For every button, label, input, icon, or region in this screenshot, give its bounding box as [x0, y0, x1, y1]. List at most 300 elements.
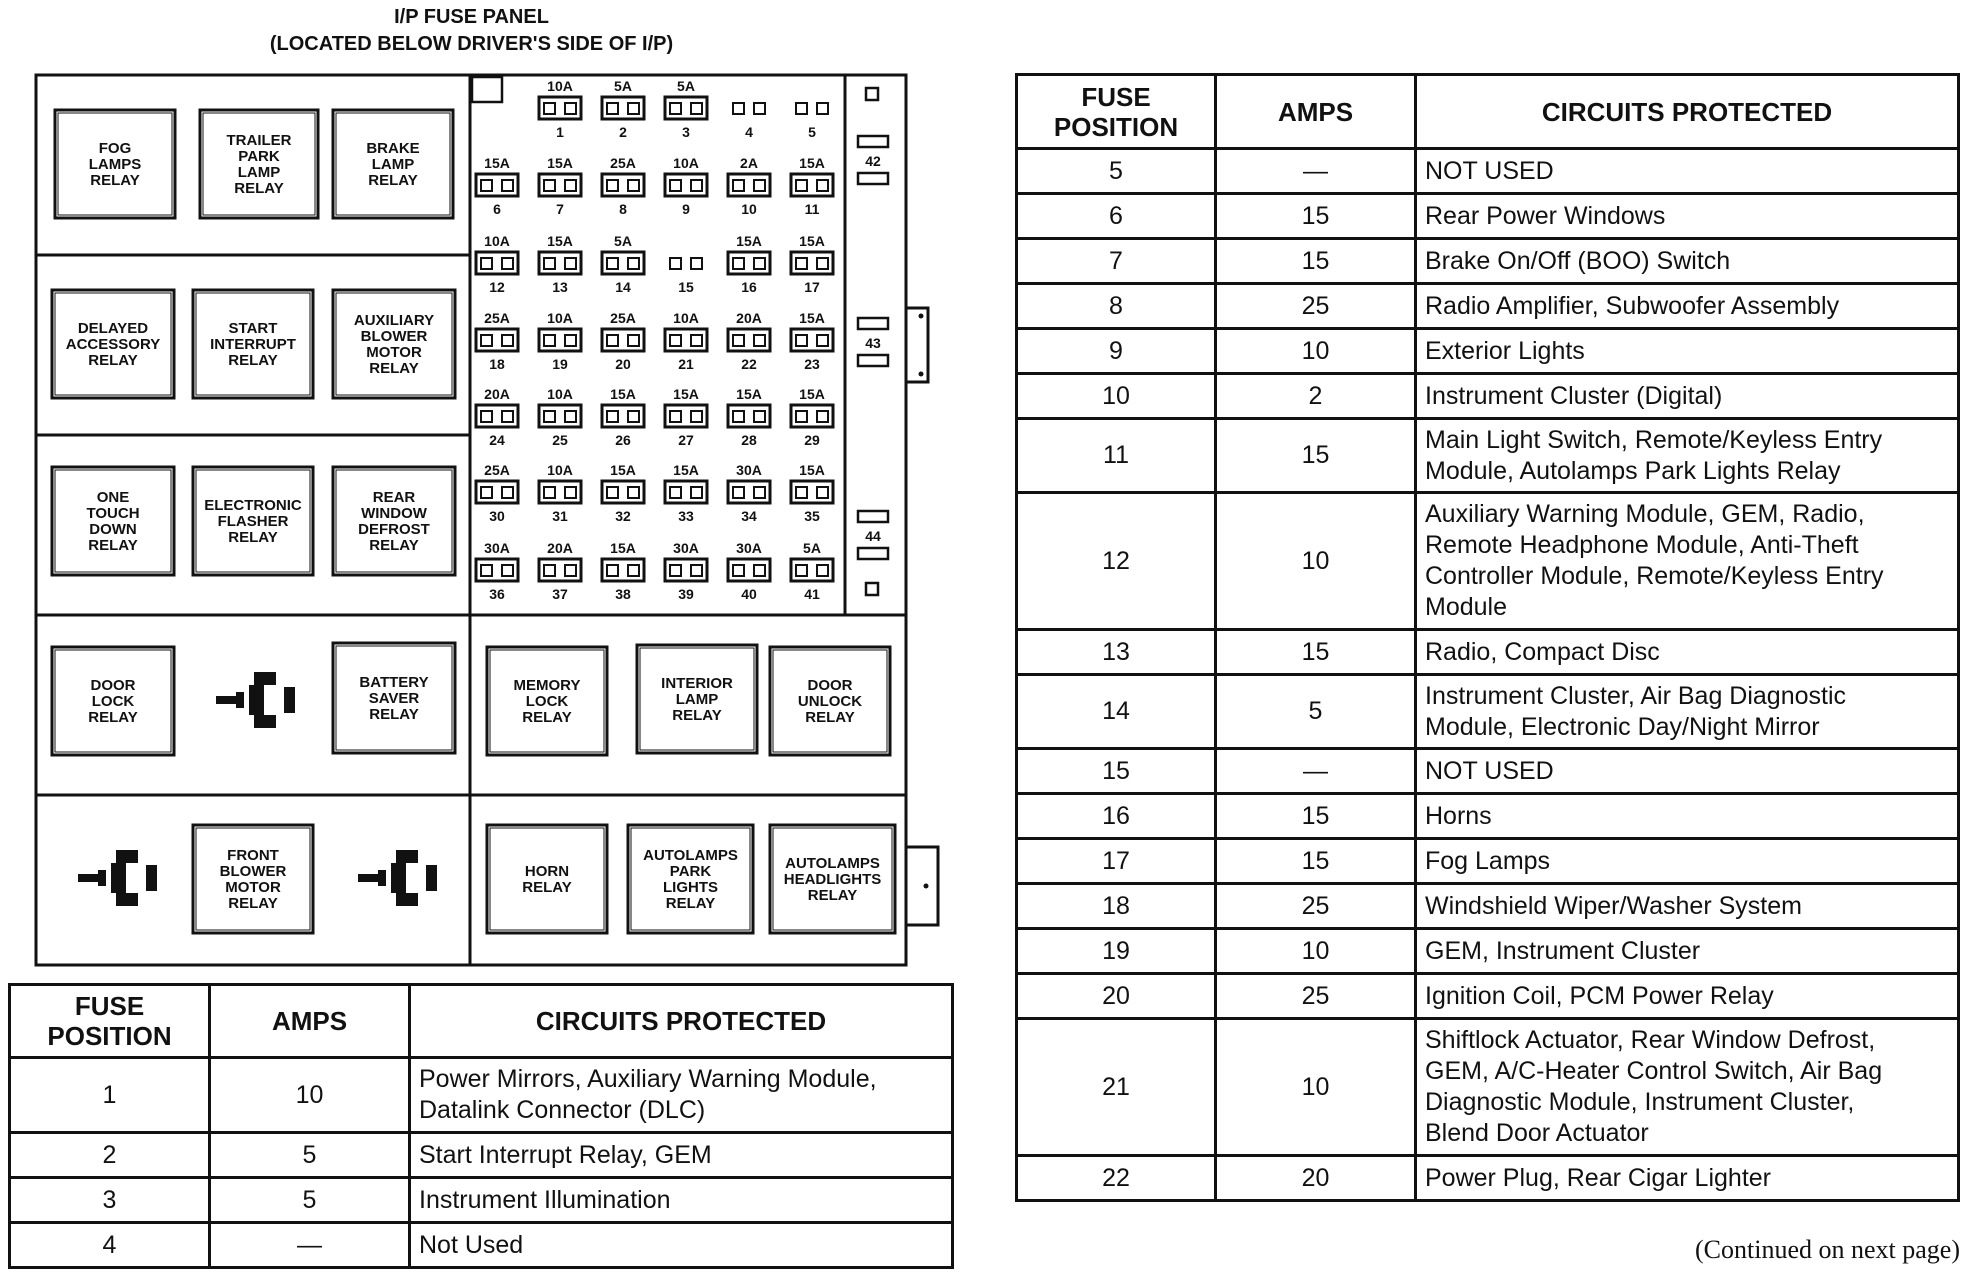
- fuse-43: [858, 318, 888, 366]
- fuse-terminal: [691, 335, 702, 346]
- fuse-amp-label: 15A: [610, 462, 636, 478]
- amps-cell: 25: [1216, 884, 1416, 929]
- table-row: [1017, 194, 1959, 239]
- fuse-amp-label: 25A: [484, 310, 510, 326]
- fuse-35: [791, 462, 833, 524]
- diode-part: [78, 874, 98, 882]
- amps-cell: 15: [1216, 839, 1416, 884]
- relay-label-line: BLOWER: [219, 863, 287, 880]
- diode-symbol: [78, 850, 157, 906]
- diode-part: [254, 715, 276, 728]
- header-fuse-position: [1017, 75, 1216, 149]
- circuit-line: Ignition Coil, PCM Power Relay: [1425, 981, 1774, 1010]
- fuse-terminal: [481, 258, 492, 269]
- relay-label-line: AUXILIARY: [353, 312, 435, 329]
- battery-saver-relay: [333, 643, 455, 753]
- table-row: [1017, 239, 1959, 284]
- fuse-15: [670, 258, 702, 295]
- table-row: [1017, 839, 1959, 884]
- fuse-22: [728, 310, 770, 372]
- connector-tab: [906, 308, 928, 382]
- relay-label-line: LAMP: [675, 691, 719, 708]
- amps-cell: 5: [210, 1133, 410, 1178]
- fuse-panel-diagram: [0, 0, 960, 975]
- fuse-position-cell: 7: [1017, 239, 1216, 284]
- relay-label-line: LAMP: [237, 164, 281, 181]
- relay-label-line: RELAY: [369, 360, 419, 377]
- fuse-position-cell: 16: [1017, 794, 1216, 839]
- one-touch-down-relay: [52, 467, 174, 575]
- fuse-30: [476, 462, 518, 524]
- fuse-42: [858, 136, 888, 184]
- table-header-row: [10, 985, 953, 1058]
- fuse-amp-label: 5A: [803, 540, 821, 556]
- header-circuits-protected: CIRCUITS PROTECTED: [410, 985, 953, 1058]
- side-fuse-terminal: [858, 548, 888, 559]
- amps-cell: 5: [210, 1178, 410, 1223]
- fuse-amp-label: 15A: [673, 386, 699, 402]
- fuse-amp-label: 15A: [736, 386, 762, 402]
- fuse-number: 2: [619, 124, 627, 140]
- fuse-amp-label: 30A: [673, 540, 699, 556]
- circuit-line: Rear Power Windows: [1425, 201, 1666, 230]
- fuse-terminal-empty: [796, 103, 807, 114]
- fuse-7: [539, 155, 581, 217]
- fuse-amp-label: 20A: [547, 540, 573, 556]
- fuse-29: [791, 386, 833, 448]
- fuse-terminal: [796, 565, 807, 576]
- delayed-accessory-relay: [52, 290, 174, 398]
- fuse-40: [728, 540, 770, 602]
- fuse-terminal: [691, 180, 702, 191]
- fuse-terminal: [481, 335, 492, 346]
- fuse-number: 6: [493, 201, 501, 217]
- circuit-line: Blend Door Actuator: [1425, 1119, 1649, 1147]
- fuse-amp-label: 15A: [799, 462, 825, 478]
- fuse-amp-label: 15A: [610, 540, 636, 556]
- fuse-terminal: [544, 565, 555, 576]
- relay-label-line: PARK: [669, 863, 712, 880]
- fuse-terminal: [754, 335, 765, 346]
- diode-part: [116, 893, 138, 906]
- connector-pin: [919, 372, 924, 377]
- horn-relay: [487, 825, 607, 933]
- circuit-line: Not Used: [419, 1230, 524, 1259]
- fuse-terminal-empty: [670, 258, 681, 269]
- fuse-position-cell: 19: [1017, 929, 1216, 974]
- fuse-terminal: [796, 335, 807, 346]
- circuit-line: Module: [1425, 593, 1507, 621]
- fuse-terminal: [607, 411, 618, 422]
- circuits-cell: [1416, 1019, 1959, 1156]
- fuse-number: 5: [808, 124, 816, 140]
- fuse-terminal: [670, 180, 681, 191]
- fuse-23: [791, 310, 833, 372]
- amps-cell: 15: [1216, 630, 1416, 675]
- relay-label-line: MEMORY: [513, 677, 581, 694]
- table-row: [1017, 493, 1959, 630]
- circuit-line: NOT USED: [1425, 156, 1554, 185]
- circuit-line: NOT USED: [1425, 756, 1554, 785]
- fuse-terminal: [565, 565, 576, 576]
- fuse-number: 33: [678, 508, 694, 524]
- relay-label-line: FOG: [98, 140, 132, 157]
- fuse-number: 23: [804, 356, 820, 372]
- fuse-terminal: [691, 565, 702, 576]
- relay-label-line: INTERRUPT: [210, 336, 296, 353]
- fuse-terminal: [544, 103, 555, 114]
- diode-part: [249, 685, 264, 715]
- fuse-table-right: [1015, 73, 1960, 1202]
- table-row: [10, 1178, 953, 1223]
- circuit-line: Brake On/Off (BOO) Switch: [1425, 246, 1731, 275]
- fuse-terminal: [670, 103, 681, 114]
- fuse-terminal: [817, 258, 828, 269]
- fuse-amp-label: 25A: [484, 462, 510, 478]
- relay-label-line: RELAY: [369, 706, 419, 723]
- fuse-terminal: [817, 335, 828, 346]
- fuse-37: [539, 540, 581, 602]
- table-row: [1017, 1156, 1959, 1201]
- relay-label-line: ACCESSORY: [65, 336, 161, 353]
- fuse-table-left: [8, 983, 954, 1269]
- fuse-terminal: [628, 487, 639, 498]
- table-row: [1017, 630, 1959, 675]
- relay-label-line: RELAY: [88, 352, 138, 369]
- relay-label-line: RELAY: [228, 529, 278, 546]
- fuse-terminal: [544, 180, 555, 191]
- circuits-cell: [1416, 419, 1959, 493]
- fuse-terminal: [733, 487, 744, 498]
- autolamps-park-lights-relay: [628, 825, 753, 933]
- relay-label-line: RELAY: [228, 352, 278, 369]
- amps-cell: 25: [1216, 974, 1416, 1019]
- circuits-cell: [1416, 239, 1959, 284]
- fuse-position-cell: 14: [1017, 675, 1216, 749]
- connector-pin: [924, 884, 929, 889]
- side-fuse-terminal: [858, 136, 888, 147]
- fuse-number: 40: [741, 586, 757, 602]
- fuse-38: [602, 540, 644, 602]
- autolamps-headlights-relay: [770, 825, 895, 933]
- fuse-terminal: [544, 411, 555, 422]
- header-amps: AMPS: [1216, 75, 1416, 149]
- circuits-cell: [1416, 194, 1959, 239]
- fuse-amp-label: 10A: [547, 386, 573, 402]
- fuse-12: [476, 233, 518, 295]
- fuse-terminal-empty: [733, 103, 744, 114]
- fuse-amp-label: 10A: [673, 310, 699, 326]
- fuse-terminal: [691, 411, 702, 422]
- circuit-line: Exterior Lights: [1425, 336, 1585, 365]
- fuse-amp-label: 2A: [740, 155, 758, 171]
- fuse-number: 14: [615, 279, 631, 295]
- fuse-terminal: [565, 411, 576, 422]
- fuse-number: 12: [489, 279, 505, 295]
- amps-cell: 10: [1216, 1019, 1416, 1156]
- fuse-31: [539, 462, 581, 524]
- fuse-terminal: [502, 180, 513, 191]
- fuse-amp-label: 5A: [614, 233, 632, 249]
- side-fuse-terminal: [858, 355, 888, 366]
- diode-part: [426, 865, 437, 891]
- fuse-terminal: [565, 258, 576, 269]
- circuit-line: Module, Electronic Day/Night Mirror: [1425, 712, 1820, 741]
- fuse-terminal: [502, 411, 513, 422]
- amps-cell: —: [210, 1223, 410, 1268]
- relay-label-line: REAR: [372, 489, 416, 506]
- fuse-position-cell: 8: [1017, 284, 1216, 329]
- relay-label-line: BATTERY: [359, 674, 429, 691]
- fuse-position-cell: 5: [1017, 149, 1216, 194]
- fuse-32: [602, 462, 644, 524]
- fuse-10: [728, 155, 770, 217]
- relay-label-line: LOCK: [525, 693, 569, 710]
- fuse-amp-label: 10A: [484, 233, 510, 249]
- fuse-terminal: [733, 335, 744, 346]
- relay-label-line: START: [228, 320, 278, 337]
- fuse-position-cell: 12: [1017, 493, 1216, 630]
- amps-cell: —: [1216, 149, 1416, 194]
- fuse-position-cell: 20: [1017, 974, 1216, 1019]
- fuse-terminal: [670, 335, 681, 346]
- fuse-terminal-empty: [817, 103, 828, 114]
- fuse-25: [539, 386, 581, 448]
- circuit-line: Radio, Compact Disc: [1425, 637, 1660, 666]
- table-row: [1017, 974, 1959, 1019]
- fuse-number: 4: [745, 124, 753, 140]
- fuse-terminal: [733, 180, 744, 191]
- continued-note: (Continued on next page): [1695, 1235, 1960, 1264]
- fuse-position-cell: 4: [10, 1223, 210, 1268]
- fuse-number: 18: [489, 356, 505, 372]
- amps-cell: —: [1216, 749, 1416, 794]
- fuse-terminal: [544, 258, 555, 269]
- circuit-line: Datalink Connector (DLC): [419, 1096, 706, 1124]
- relay-label-line: RELAY: [522, 879, 572, 896]
- fuse-16: [728, 233, 770, 295]
- relay-label-line: HORN: [524, 863, 570, 880]
- side-fuse-terminal: [858, 173, 888, 184]
- relay-label-line: TRAILER: [226, 132, 292, 149]
- circuit-line: Main Light Switch, Remote/Keyless Entry: [1425, 425, 1883, 454]
- relay-label-line: MOTOR: [366, 344, 422, 361]
- fuse-number: 35: [804, 508, 820, 524]
- circuits-cell: [1416, 1156, 1959, 1201]
- relay-label-line: TOUCH: [86, 505, 140, 522]
- diode-symbol: [358, 850, 437, 906]
- fuse-number: 26: [615, 432, 631, 448]
- diode-part: [98, 870, 106, 886]
- circuit-line: Instrument Cluster, Air Bag Diagnostic: [1425, 681, 1847, 710]
- table-row: [10, 1133, 953, 1178]
- fuse-number: 27: [678, 432, 694, 448]
- fuse-position-cell: 3: [10, 1178, 210, 1223]
- fuse-terminal: [481, 411, 492, 422]
- header-fuse-position-line2: POSITION: [1053, 111, 1179, 142]
- relay-label-line: RELAY: [807, 887, 858, 904]
- relay-label-line: RELAY: [805, 709, 855, 726]
- panel-title: I/P FUSE PANEL: [394, 6, 549, 28]
- fuse-11: [791, 155, 833, 217]
- fuse-amp-label: 15A: [547, 233, 573, 249]
- header-fuse-position-line2: POSITION: [47, 1021, 172, 1051]
- fuse-amp-label: 5A: [614, 78, 632, 94]
- circuits-cell: [410, 1223, 953, 1268]
- fuse-number: 10: [741, 201, 757, 217]
- fuse-terminal: [754, 487, 765, 498]
- fuse-terminal: [502, 258, 513, 269]
- fuse-28: [728, 386, 770, 448]
- fuse-terminal: [817, 487, 828, 498]
- circuits-cell: [1416, 675, 1959, 749]
- fuse-position-cell: 2: [10, 1133, 210, 1178]
- amps-cell: 5: [1216, 675, 1416, 749]
- circuits-cell: [1416, 493, 1959, 630]
- diode-part: [116, 850, 138, 863]
- diode-part: [254, 672, 276, 685]
- fuse-19: [539, 310, 581, 372]
- fuse-terminal: [607, 180, 618, 191]
- side-marker: [866, 88, 878, 100]
- table-row: [1017, 749, 1959, 794]
- fuse-terminal: [565, 335, 576, 346]
- amps-cell: 25: [1216, 284, 1416, 329]
- side-fuse-terminal: [858, 511, 888, 522]
- fuse-34: [728, 462, 770, 524]
- fuse-amp-label: 15A: [484, 155, 510, 171]
- fuse-terminal-empty: [691, 258, 702, 269]
- table-row: [1017, 374, 1959, 419]
- circuits-cell: [1416, 929, 1959, 974]
- fuse-terminal: [607, 103, 618, 114]
- table-row: [1017, 329, 1959, 374]
- fuse-39: [665, 540, 707, 602]
- relay-label-line: HEADLIGHTS: [783, 871, 882, 888]
- fuse-36: [476, 540, 518, 602]
- fuse-position-cell: 18: [1017, 884, 1216, 929]
- fuse-terminal: [670, 487, 681, 498]
- fuse-position-cell: 21: [1017, 1019, 1216, 1156]
- circuit-line: Power Plug, Rear Cigar Lighter: [1425, 1163, 1771, 1192]
- circuits-cell: [1416, 884, 1959, 929]
- circuits-cell: [1416, 839, 1959, 884]
- fuse-terminal: [796, 411, 807, 422]
- fuse-number: 7: [556, 201, 564, 217]
- fuse-terminal: [544, 335, 555, 346]
- diode-part: [396, 850, 418, 863]
- fuse-terminal: [691, 103, 702, 114]
- table-row: [1017, 884, 1959, 929]
- fuse-amp-label: 10A: [547, 78, 573, 94]
- fuse-terminal: [481, 487, 492, 498]
- fuse-terminal: [733, 258, 744, 269]
- circuit-line: Fog Lamps: [1425, 846, 1551, 875]
- fuse-terminal: [817, 565, 828, 576]
- relay-label-line: FLASHER: [217, 513, 289, 530]
- fuse-14: [602, 233, 644, 295]
- circuit-line: Shiftlock Actuator, Rear Window Defrost,: [1425, 1026, 1876, 1054]
- fuse-amp-label: 20A: [484, 386, 510, 402]
- fuse-21: [665, 310, 707, 372]
- circuit-line: Start Interrupt Relay, GEM: [419, 1140, 712, 1169]
- amps-cell: 2: [1216, 374, 1416, 419]
- amps-cell: 10: [1216, 493, 1416, 630]
- header-fuse-position: [10, 985, 210, 1058]
- diode-part: [216, 696, 236, 704]
- fuse-number: 13: [552, 279, 568, 295]
- fuse-terminal: [670, 411, 681, 422]
- fuse-terminal: [481, 180, 492, 191]
- relay-label-line: AUTOLAMPS: [785, 855, 880, 872]
- fuse-position-cell: 13: [1017, 630, 1216, 675]
- fuse-terminal: [817, 411, 828, 422]
- circuit-line: Controller Module, Remote/Keyless Entry: [1425, 562, 1884, 590]
- diode-part: [358, 874, 378, 882]
- table-header-row: [1017, 75, 1959, 149]
- relay-label-line: RELAY: [88, 709, 138, 726]
- diode-symbol: [216, 672, 295, 728]
- circuit-line: Auxiliary Warning Module, GEM, Radio,: [1425, 500, 1865, 528]
- fuse-terminal: [565, 487, 576, 498]
- fuse-terminal: [628, 565, 639, 576]
- circuit-line: Instrument Cluster (Digital): [1425, 381, 1723, 410]
- fuse-26: [602, 386, 644, 448]
- circuit-line: Radio Amplifier, Subwoofer Assembly: [1425, 291, 1840, 320]
- fuse-terminal: [607, 335, 618, 346]
- fuse-5: [796, 103, 828, 140]
- fuse-13: [539, 233, 581, 295]
- circuit-line: Module, Autolamps Park Lights Relay: [1425, 456, 1841, 485]
- circuits-cell: [1416, 794, 1959, 839]
- fuse-terminal: [607, 487, 618, 498]
- memory-lock-relay: [487, 647, 607, 755]
- fuse-number: 34: [741, 508, 757, 524]
- fuse-number: 29: [804, 432, 820, 448]
- fuse-number: 38: [615, 586, 631, 602]
- relay-label-line: DOOR: [807, 677, 853, 694]
- connector-pin: [919, 314, 924, 319]
- fuse-number: 9: [682, 201, 690, 217]
- circuit-line: Diagnostic Module, Instrument Cluster,: [1425, 1088, 1855, 1116]
- fog-lamps-relay: [55, 110, 175, 218]
- fuse-amp-label: 15A: [799, 155, 825, 171]
- relay-label-line: RELAY: [522, 709, 572, 726]
- fuse-number: 22: [741, 356, 757, 372]
- fuse-terminal: [502, 565, 513, 576]
- relay-label-line: UNLOCK: [797, 693, 863, 710]
- fuse-terminal: [628, 258, 639, 269]
- circuits-cell: [1416, 630, 1959, 675]
- amps-cell: 10: [210, 1058, 410, 1133]
- fuse-terminal: [565, 103, 576, 114]
- auxiliary-blower-motor-relay: [333, 290, 455, 398]
- fuse-terminal: [733, 411, 744, 422]
- fuse-number: 25: [552, 432, 568, 448]
- amps-cell: 15: [1216, 239, 1416, 284]
- relay-label-line: SAVER: [368, 690, 420, 707]
- fuse-terminal: [754, 180, 765, 191]
- fuse-amp-label: 25A: [610, 310, 636, 326]
- amps-cell: 15: [1216, 419, 1416, 493]
- door-lock-relay: [52, 647, 174, 755]
- circuit-line: Instrument Illumination: [419, 1185, 671, 1214]
- circuits-cell: [410, 1178, 953, 1223]
- fuse-number: 17: [804, 279, 820, 295]
- fuse-number: 32: [615, 508, 631, 524]
- side-fuse-number: 42: [865, 153, 881, 169]
- table-row: [10, 1058, 953, 1133]
